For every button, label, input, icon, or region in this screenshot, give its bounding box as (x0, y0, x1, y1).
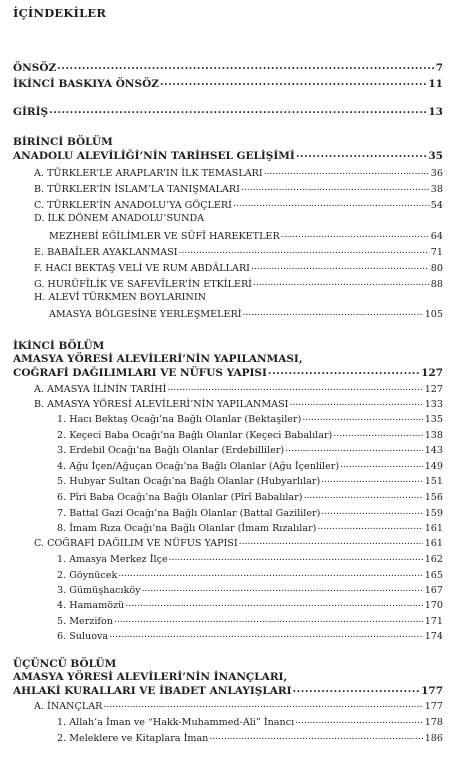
entry-page: 135 (424, 414, 443, 425)
toc-entry (34, 535, 443, 549)
entry-label: F. HACI BEKTAŞ VELİ VE RUM ABDÂLLARI (34, 263, 250, 274)
toc-entry-giris (13, 104, 443, 118)
toc-subentry (57, 520, 443, 534)
entry-label: 1. Allah’a İman ve “Hakk-Muhammed-Ali” İnancı (57, 717, 295, 728)
entry-page: 171 (424, 616, 443, 627)
toc-subentry (57, 628, 443, 642)
entry-page: 151 (424, 476, 443, 487)
entry-label: 3. Erdebil Ocağı’na Bağlı Olanlar (Erdebilliler) (57, 445, 285, 456)
dot-leader (49, 104, 426, 116)
toc-entry (34, 698, 443, 712)
dot-leader (296, 148, 427, 160)
dot-leader (321, 474, 422, 485)
entry-page: 127 (421, 367, 443, 379)
entry-page: 38 (430, 184, 443, 195)
entry-page: 7 (435, 62, 443, 74)
entry-label: E. BABAÎLER AYAKLANMASI (34, 247, 178, 258)
entry-label-line1: D. İLK DÖNEM ANADOLU’SUNDA (34, 213, 205, 224)
dot-leader (233, 198, 429, 209)
part3-title-entry (13, 683, 443, 697)
entry-label: 5. Merzifon (57, 616, 113, 627)
toc-entry-ikinci-baskiya-onsoz (13, 76, 443, 90)
dot-leader (125, 598, 422, 609)
entry-page: 165 (424, 570, 443, 581)
entry-label: 8. İmam Rıza Ocağı’na Bağlı Olanlar (İmam Rızalılar) (57, 523, 317, 534)
dot-leader (268, 365, 419, 377)
toc-entry-onsoz (13, 60, 443, 74)
dot-leader (142, 583, 423, 594)
dot-leader (242, 307, 422, 318)
entry-label: MEZHEBİ EĞİLİMLER VE SÛFÎ HAREKETLER (49, 231, 280, 242)
entry-label: 2. Göynücek (57, 570, 118, 581)
toc-entry (49, 306, 443, 320)
entry-label: 4. Hamamözü (57, 600, 125, 611)
entry-page: 36 (430, 168, 443, 179)
dot-leader (302, 412, 422, 423)
entry-label: 7. Battal Gazi Ocağı’na Bağlı Olanlar (Battal Gazililer) (57, 508, 321, 519)
entry-page: 161 (424, 538, 443, 549)
entry-label: 6. Pîri Baba Ocağı’na Bağlı Olanlar (Pîrî Babalılar) (57, 492, 303, 503)
entry-page: 80 (430, 263, 443, 274)
entry-label: 2. Meleklere ve Kitaplara İman (57, 733, 209, 744)
toc-subentry (57, 567, 443, 581)
dot-leader (303, 490, 422, 501)
toc-entry (34, 181, 443, 195)
toc-entry (34, 396, 443, 410)
entry-label: B. AMASYA YÖRESİ ALEVİLERİ’NİN YAPILANMASI (34, 399, 289, 410)
entry-label: ANADOLU ALEVİLİĞİ’NİN TARİHSEL GELİŞİMİ (13, 150, 295, 162)
entry-page: 161 (424, 523, 443, 534)
dot-leader (333, 428, 422, 439)
entry-page: 170 (424, 600, 443, 611)
toc-subentry (57, 730, 443, 744)
dot-leader (295, 715, 423, 726)
entry-label: ÖNSÖZ (13, 62, 57, 74)
dot-leader (118, 568, 422, 579)
entry-page: 143 (424, 445, 443, 456)
entry-page: 138 (424, 430, 443, 441)
entry-label: C. TÜRKLER’İN ANADOLU’YA GÖÇLERİ (34, 200, 232, 211)
entry-label: AHLAKİ KURALLARI VE İBADET ANLAYIŞLARI (13, 685, 292, 697)
dot-leader (160, 76, 426, 88)
dot-leader (293, 683, 420, 695)
entry-page: 174 (424, 631, 443, 642)
dot-leader (340, 459, 423, 470)
toc-subentry (57, 411, 443, 425)
entry-page: 186 (424, 733, 443, 744)
entry-label: A. AMASYA İLİNİN TARİHİ (34, 384, 167, 395)
entry-label: AMASYA BÖLGESİNE YERLEŞMELERİ (49, 309, 242, 320)
dot-leader (209, 731, 422, 742)
entry-label: GİRİŞ (13, 106, 49, 118)
entry-label: A. TÜRKLER’LE ARAPLAR’IN İLK TEMASLARI (34, 168, 263, 179)
entry-page: 162 (424, 554, 443, 565)
part2-heading: İKİNCİ BÖLÜM (13, 340, 105, 352)
entry-label: G. HURÛFÎLİK VE SAFEVÎLER’İN ETKİLERİ (34, 279, 252, 290)
entry-page: 11 (428, 78, 443, 90)
entry-label: 1. Amasya Merkez İlçe (57, 554, 168, 565)
part1-title-entry (13, 148, 443, 162)
entry-label: 3. Gümüşhacıköy (57, 585, 141, 596)
entry-page: 133 (424, 399, 443, 410)
toc-subentry (57, 505, 443, 519)
entry-label: COĞRAFİ DAĞILIMLARI VE NÜFUS YAPISI (13, 367, 267, 379)
toc-subentry (57, 613, 443, 627)
dot-leader (281, 229, 429, 240)
dot-leader (289, 397, 422, 408)
entry-label: C. COĞRAFİ DAĞILIM VE NÜFUS YAPISI (34, 538, 238, 549)
dot-leader (253, 277, 429, 288)
toc-entry (34, 276, 443, 290)
dot-leader (167, 382, 422, 393)
entry-label: A. İNANÇLAR (34, 701, 103, 712)
entry-page: 105 (424, 309, 443, 320)
entry-page: 13 (428, 106, 443, 118)
entry-page: 71 (430, 247, 443, 258)
part3-heading: ÜÇÜNCÜ BÖLÜM (13, 658, 117, 670)
toc-subentry (57, 597, 443, 611)
toc-entry (34, 165, 443, 179)
toc-entry (34, 197, 443, 211)
dot-leader (114, 614, 423, 625)
entry-page: 177 (424, 701, 443, 712)
entry-label: İKİNCİ BASKIYA ÖNSÖZ (13, 78, 159, 90)
part3-title-line1: AMASYA YÖRESİ ALEVİLERİ’NİN İNANÇLARI, (13, 671, 288, 683)
entry-label-line1: H. ALEVÎ TÜRKMEN BOYLARININ (34, 292, 206, 303)
part1-heading: BİRİNCİ BÖLÜM (13, 136, 113, 148)
dot-leader (109, 629, 423, 640)
entry-page: 149 (424, 461, 443, 472)
toc-entry (49, 228, 443, 242)
toc-subentry (57, 551, 443, 565)
entry-page: 64 (430, 231, 443, 242)
entry-page: 177 (421, 685, 443, 697)
toc-subentry (57, 427, 443, 441)
dot-leader (285, 443, 423, 454)
toc-subentry (57, 714, 443, 728)
entry-label: 4. Ağu İçen/Ağuçan Ocağı’na Bağlı Olanlar (Ağu İçenliler) (57, 461, 340, 472)
toc-entry (34, 260, 443, 274)
toc-subentry (57, 458, 443, 472)
dot-leader (241, 182, 429, 193)
entry-page: 54 (430, 200, 443, 211)
entry-page: 178 (424, 717, 443, 728)
dot-leader (317, 521, 422, 532)
entry-page: 127 (424, 384, 443, 395)
entry-page: 35 (428, 150, 443, 162)
entry-label: B. TÜRKLER’İN İSLAM’LA TANIŞMALARI (34, 184, 240, 195)
toc-entry (34, 381, 443, 395)
dot-leader (251, 261, 429, 272)
dot-leader (57, 60, 434, 72)
entry-label: 1. Hacı Bektaş Ocağı’na Bağlı Olanlar (Bektaşiler) (57, 414, 302, 425)
entry-page: 156 (424, 492, 443, 503)
dot-leader (169, 552, 423, 563)
dot-leader (321, 506, 422, 517)
dot-leader (264, 166, 429, 177)
entry-label: 5. Hubyar Sultan Ocağı’na Bağlı Olanlar (Hubyarlılar) (57, 476, 321, 487)
part2-title-entry (13, 365, 443, 379)
entry-page: 167 (424, 585, 443, 596)
dot-leader (239, 536, 423, 547)
toc-entry (34, 244, 443, 258)
entry-page: 159 (424, 508, 443, 519)
entry-page: 88 (430, 279, 443, 290)
page-title: İÇİNDEKİLER (13, 6, 107, 20)
toc-subentry (57, 582, 443, 596)
entry-label: 6. Suluova (57, 631, 109, 642)
toc-subentry (57, 473, 443, 487)
entry-label: 2. Keçeci Baba Ocağı’na Bağlı Olanlar (Keçeci Babalılar) (57, 430, 333, 441)
toc-subentry (57, 442, 443, 456)
dot-leader (179, 245, 429, 256)
toc-subentry (57, 489, 443, 503)
part2-title-line1: AMASYA YÖRESİ ALEVİLERİ’NİN YAPILANMASI, (13, 353, 303, 365)
dot-leader (103, 699, 422, 710)
